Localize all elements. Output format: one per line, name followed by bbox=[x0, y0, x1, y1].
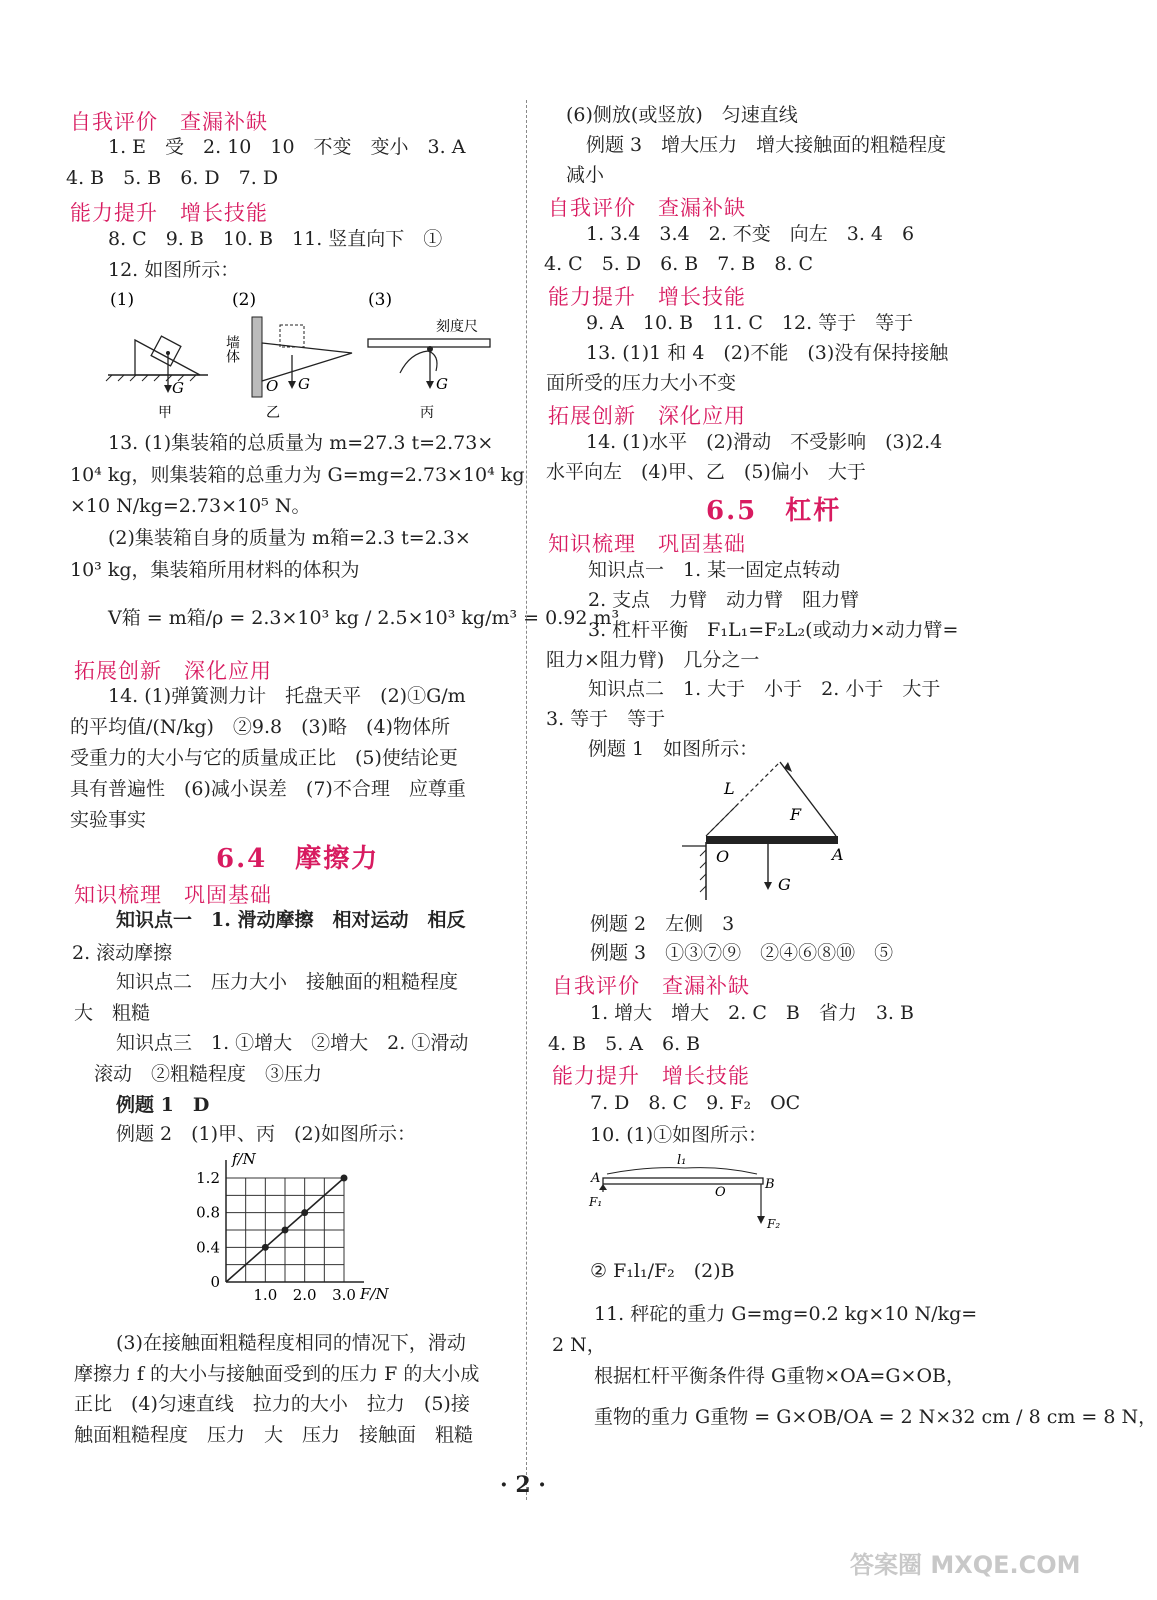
section-heading-self-eval-2: 自我评价 查漏补缺 bbox=[552, 974, 750, 998]
answer-line: 9. A 10. B 11. C 12. 等于 等于 bbox=[586, 312, 914, 334]
answer-line: 面所受的压力大小不变 bbox=[546, 372, 737, 394]
answer-line: 实验事实 bbox=[70, 809, 147, 831]
answer-line: 的平均值/(N/kg) ②9.8 (3)略 (4)物体所 bbox=[70, 716, 450, 738]
section-heading-ability: 能力提升 增长技能 bbox=[548, 285, 746, 309]
fig12-label-3: (3) bbox=[368, 290, 393, 310]
answer-line: 10³ kg，集装箱所用材料的体积为 bbox=[70, 559, 360, 581]
answer-line: 根据杠杆平衡条件得 G重物×OA=G×OB， bbox=[594, 1365, 965, 1387]
answer-line: 正比 (4)匀速直线 拉力的大小 拉力 (5)接 bbox=[74, 1393, 470, 1415]
answer-line: 14. (1)水平 (2)滑动 不受影响 (3)2.4 bbox=[586, 431, 943, 453]
chart-point bbox=[301, 1209, 308, 1216]
section-heading-extend: 拓展创新 深化应用 bbox=[548, 404, 746, 428]
section-heading-extend: 拓展创新 深化应用 bbox=[74, 659, 272, 683]
answer-line: 10. (1)①如图所示： bbox=[590, 1124, 768, 1146]
answer-line: 2 N， bbox=[552, 1334, 606, 1356]
answer-line: 知识点二 1. 大于 小于 2. 小于 大于 bbox=[588, 678, 941, 700]
column-divider bbox=[526, 100, 527, 1500]
friction-chart bbox=[190, 1148, 400, 1308]
fig10-F1: F₁ bbox=[589, 1195, 603, 1209]
answer-line: 3. 杠杆平衡 F₁L₁=F₂L₂(或动力×动力臂= bbox=[588, 619, 959, 641]
chart-x-tick: 2.0 bbox=[292, 1286, 317, 1304]
fig12-g-label: G bbox=[172, 379, 184, 397]
chart-y-tick: 1.2 bbox=[196, 1169, 220, 1187]
answer-line: 减小 bbox=[566, 164, 605, 186]
fig10-l1: l₁ bbox=[677, 1153, 687, 1168]
lever-label-A: A bbox=[832, 845, 844, 864]
formula-weight: 重物的重力 G重物 = G×OB/OA = 2 N×32 cm / 8 cm = 8 N， bbox=[594, 1406, 1157, 1428]
answer-line: 例题 2 左侧 3 bbox=[590, 913, 735, 935]
answer-line: 例题 1 如图所示： bbox=[588, 738, 759, 760]
section-title-6-5: 6.5 杠杆 bbox=[706, 496, 842, 526]
answer-line: 3. 等于 等于 bbox=[546, 708, 666, 730]
answer-line: 知识点一 1. 某一固定点转动 bbox=[588, 559, 841, 581]
answer-line: 1. E 受 2. 10 10 不变 变小 3. A bbox=[108, 136, 466, 158]
chart-point bbox=[262, 1244, 269, 1251]
chart-point bbox=[282, 1227, 289, 1234]
lever-label-F: F bbox=[790, 805, 802, 824]
answer-line: 12. 如图所示： bbox=[108, 259, 240, 281]
fig12-label-2: (2) bbox=[232, 290, 257, 310]
formula-volume: V箱 = m箱/ρ = 2.3×10³ kg / 2.5×10³ kg/m³ = 0.92 m³。 bbox=[108, 607, 639, 629]
chart-xlabel: F/N bbox=[360, 1285, 389, 1303]
answer-line: 触面粗糙程度 压力 大 压力 接触面 粗糙 bbox=[74, 1424, 474, 1446]
chart-y-tick: 0.4 bbox=[196, 1238, 220, 1257]
answer-line: 7. D 8. C 9. F₂ OC bbox=[590, 1092, 801, 1114]
answer-line: 11. 秤砣的重力 G=mg=0.2 kg×10 N/kg= bbox=[594, 1303, 978, 1325]
section-heading-ability-2: 能力提升 增长技能 bbox=[552, 1064, 750, 1088]
answer-line: 10⁴ kg，则集装箱的总重力为 G=mg=2.73×10⁴ kg bbox=[70, 464, 525, 486]
fig10-A: A bbox=[591, 1171, 601, 1186]
answer-line: 13. (1)集装箱的总质量为 m=27.3 t=2.73× bbox=[108, 432, 494, 454]
fig12-caption-2: 乙 bbox=[266, 405, 280, 421]
fig10-F2: F₂ bbox=[767, 1217, 781, 1231]
answer-line: 8. C 9. B 10. B 11. 竖直向下 ① bbox=[108, 228, 443, 250]
chart-y-tick: 0.8 bbox=[196, 1203, 220, 1222]
answer-line: (2)集装箱自身的质量为 m箱=2.3 t=2.3× bbox=[108, 527, 471, 549]
answer-line: 摩擦力 f 的大小与接触面受到的压力 F 的大小成 bbox=[74, 1363, 480, 1385]
answer-line: (3)在接触面粗糙程度相同的情况下，滑动 bbox=[116, 1332, 466, 1354]
answer-line: 受重力的大小与它的质量成正比 (5)使结论更 bbox=[70, 747, 458, 769]
answer-line: (6)侧放(或竖放) 匀速直线 bbox=[566, 104, 798, 126]
answer-line: 2. 滚动摩擦 bbox=[72, 942, 173, 964]
chart-y-tick: 0 bbox=[210, 1273, 220, 1291]
section-title-6-4: 6.4 摩擦力 bbox=[216, 844, 380, 874]
section-heading-ability: 能力提升 增长技能 bbox=[70, 201, 268, 225]
fig12-label-1: (1) bbox=[110, 290, 135, 310]
answer-line: 1. 增大 增大 2. C B 省力 3. B bbox=[590, 1002, 914, 1024]
chart-ylabel: f/N bbox=[232, 1150, 256, 1168]
answer-line: 知识点二 压力大小 接触面的粗糙程度 bbox=[116, 971, 459, 993]
svg-text:O: O bbox=[266, 377, 279, 395]
section-heading-self-eval: 自我评价 查漏补缺 bbox=[548, 196, 746, 220]
answer-line: 滚动 ②粗糙程度 ③压力 bbox=[94, 1063, 323, 1085]
fig10-B: B bbox=[765, 1177, 775, 1192]
answer-line: 13. (1)1 和 4 (2)不能 (3)没有保持接触 bbox=[586, 342, 949, 364]
answer-line: 例题 3 ①③⑦⑨ ②④⑥⑧⑩ ⑤ bbox=[590, 942, 894, 964]
fig12-ruler-label: 刻度尺 bbox=[436, 319, 478, 335]
answer-line: ×10 N/kg=2.73×10⁵ N。 bbox=[70, 495, 311, 517]
lever-label-O: O bbox=[716, 847, 730, 866]
lever-label-L: L bbox=[724, 779, 735, 798]
fig10-O: O bbox=[715, 1185, 726, 1200]
figure-12-gravity-diagrams bbox=[100, 285, 500, 425]
fig12-wall-label: 墙体 bbox=[224, 335, 240, 363]
answer-line: 例题 1 D bbox=[116, 1094, 210, 1116]
answer-line: 大 粗糙 bbox=[74, 1002, 151, 1024]
answer-line: 知识点一 1. 滑动摩擦 相对运动 相反 bbox=[116, 909, 466, 931]
fig12-caption-3: 丙 bbox=[420, 405, 434, 421]
fig12-caption-1: 甲 bbox=[158, 405, 172, 421]
watermark: 答案圈 MXQE.COM bbox=[850, 1551, 1081, 1579]
answer-line: 2. 支点 力臂 动力臂 阻力臂 bbox=[588, 589, 860, 611]
section-heading-knowledge: 知识梳理 巩固基础 bbox=[74, 883, 272, 907]
chart-x-tick: 3.0 bbox=[332, 1286, 356, 1304]
answer-line: ② F₁l₁/F₂ (2)B bbox=[590, 1260, 735, 1282]
lever-label-G: G bbox=[778, 875, 791, 894]
answer-line: 14. (1)弹簧测力计 托盘天平 (2)①G/m bbox=[108, 685, 466, 707]
answer-line: 1. 3.4 3.4 2. 不变 向左 3. 4 6 bbox=[586, 223, 915, 245]
figure-10-lever bbox=[585, 1150, 795, 1240]
answer-line: 4. B 5. A 6. B bbox=[548, 1033, 701, 1055]
answer-line: 例题 3 增大压力 增大接触面的粗糙程度 bbox=[586, 134, 947, 156]
answer-line: 阻力×阻力臂) 几分之一 bbox=[546, 649, 760, 671]
page-number: · 2 · bbox=[500, 1472, 546, 1498]
chart-point bbox=[341, 1175, 348, 1182]
chart-x-tick: 1.0 bbox=[253, 1286, 278, 1304]
section-heading-self-eval: 自我评价 查漏补缺 bbox=[70, 110, 268, 134]
answer-line: 具有普遍性 (6)减小误差 (7)不合理 应尊重 bbox=[70, 778, 466, 800]
answer-line: 水平向左 (4)甲、乙 (5)偏小 大于 bbox=[546, 461, 866, 483]
answer-line: 4. C 5. D 6. B 7. B 8. C bbox=[544, 253, 814, 275]
section-heading-knowledge: 知识梳理 巩固基础 bbox=[548, 532, 746, 556]
answer-line: 例题 2 (1)甲、丙 (2)如图所示： bbox=[116, 1123, 416, 1145]
figure-lever-example-1 bbox=[680, 760, 860, 905]
svg-text:G: G bbox=[298, 375, 310, 393]
svg-text:G: G bbox=[436, 375, 448, 393]
answer-line: 4. B 5. B 6. D 7. D bbox=[66, 167, 279, 189]
answer-line: 知识点三 1. ①增大 ②增大 2. ①滑动 bbox=[116, 1032, 469, 1054]
chart-marks bbox=[226, 1175, 348, 1283]
